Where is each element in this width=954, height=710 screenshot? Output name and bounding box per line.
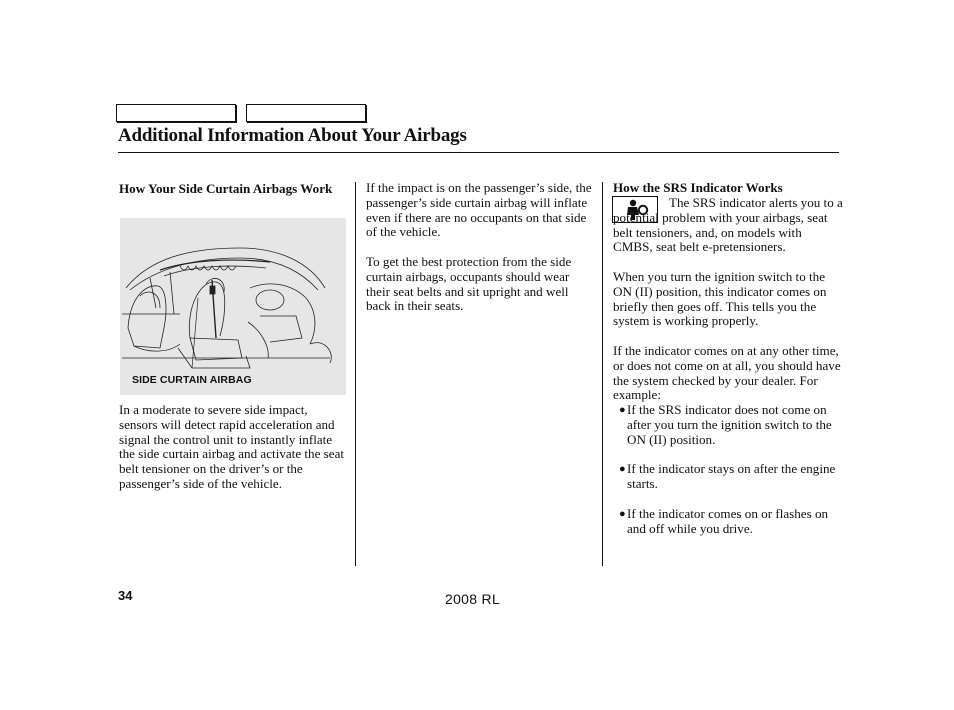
bullet-icon: ● (619, 404, 626, 417)
bullet-icon: ● (619, 507, 626, 520)
footer-model: 2008 RL (445, 591, 501, 607)
right-paragraph-2: When you turn the ignition switch to the ON (II) position, this indicator comes on briefly then goes off. This tells you the system is working properly. (613, 268, 827, 329)
middle-paragraph-2: To get the best protection from the side curtain airbags, occupants should wear their seat belts and sit upright and well back in their seats. (366, 253, 572, 314)
title-rule (118, 152, 839, 153)
column-divider-left (355, 182, 356, 566)
nav-box-1[interactable] (116, 104, 236, 122)
car-interior-illustration (120, 218, 346, 395)
right-paragraph-1: The SRS indicator alerts you to a potential problem with your airbags, seat belt tensioners, and, on models with CMBS, seat belt e-pretensioners. (613, 195, 843, 255)
left-heading: How Your Side Curtain Airbags Work (119, 181, 333, 196)
side-curtain-airbag-figure (120, 218, 346, 395)
bullet-icon: ● (619, 463, 626, 476)
nav-box-2[interactable] (246, 104, 366, 122)
page-number: 34 (118, 588, 133, 603)
left-body (119, 403, 349, 507)
page-title: Additional Information About Your Airbags (118, 125, 467, 146)
left-paragraph-1: In a moderate to severe side impact, sensors will detect rapid acceleration and signal the control unit to instantly inflate the side curtain airbag and activate the seat belt tensioner on the driver’s or the passenger’s side of the vehicle. (119, 402, 345, 491)
column-divider-right (602, 182, 603, 566)
right-body (613, 196, 843, 551)
middle-paragraph-1: If the impact is on the passenger’s side, the passenger’s side curtain airbag will inflate even if there are no occupants on that side of the vehicle. (366, 180, 592, 240)
example-list (613, 403, 843, 536)
right-heading: How the SRS Indicator Works (613, 180, 783, 195)
list-item: ● If the indicator stays on after the engine starts. (619, 461, 836, 492)
right-paragraph-3: If the indicator comes on at any other time, or does not come on at all, you should have the system checked by your dealer. For example: (613, 342, 841, 403)
list-item: ● If the SRS indicator does not come on after you turn the ignition switch to the ON (II) position. (619, 402, 832, 447)
middle-body (366, 181, 596, 329)
figure-caption: SIDE CURTAIN AIRBAG (132, 374, 252, 386)
list-item: ● If the indicator comes on or flashes on and off while you drive. (619, 505, 829, 536)
